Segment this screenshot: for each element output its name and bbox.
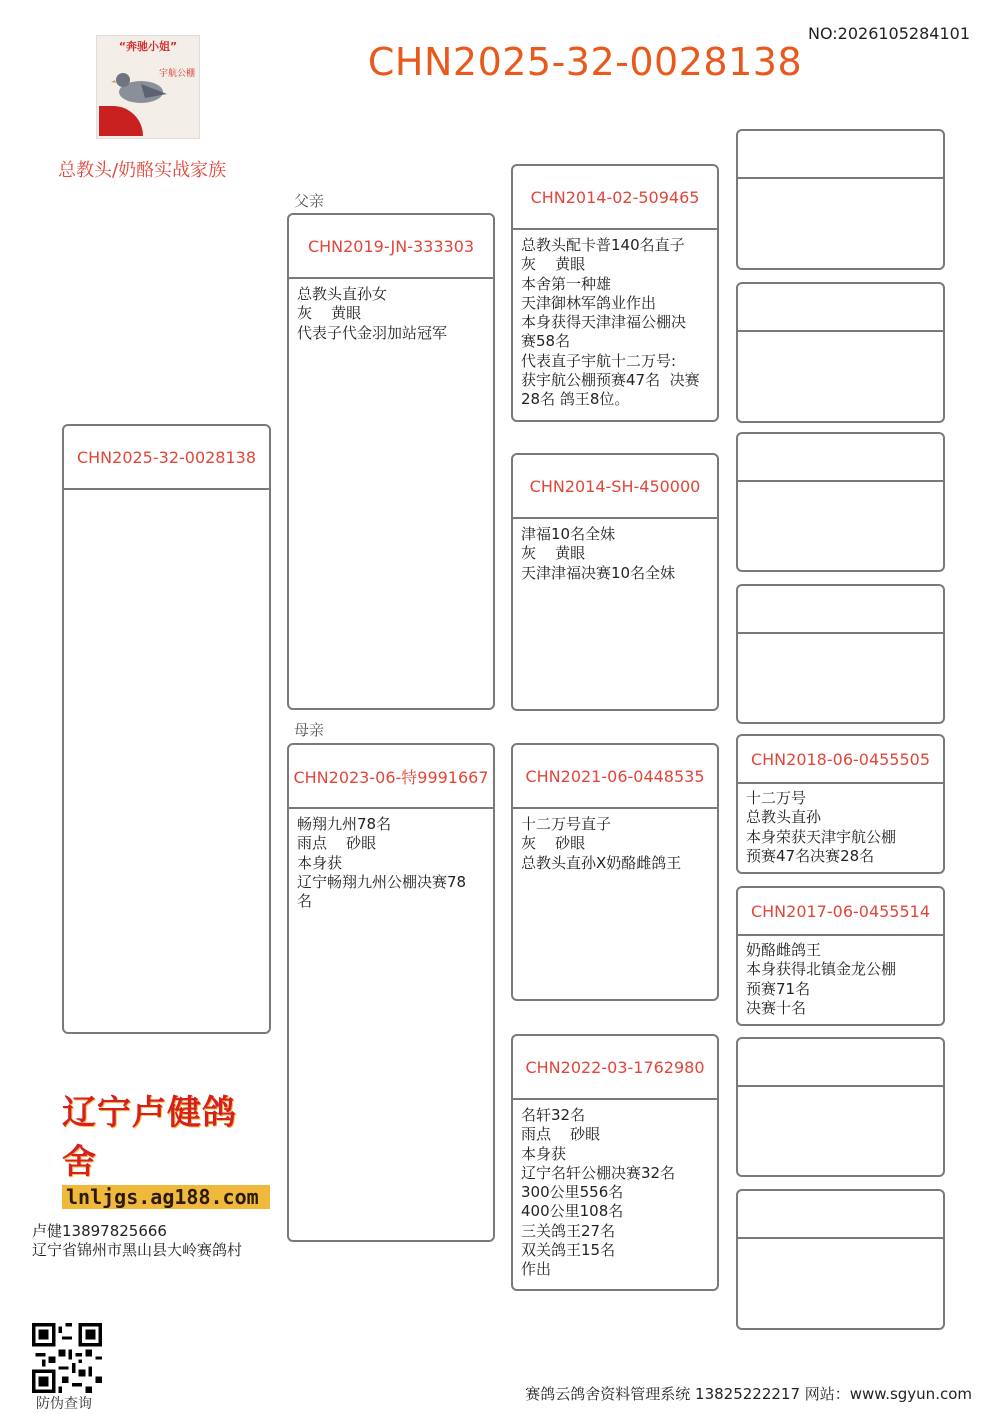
info-line: 总教头配卡普140名直子 xyxy=(521,236,685,254)
info-line: 名 xyxy=(297,892,313,911)
info-line: 雨点 砂眼 xyxy=(521,1125,601,1144)
loft-logo xyxy=(96,35,200,139)
mother-info xyxy=(289,809,493,917)
logo-red-shape xyxy=(99,106,143,136)
info-line: 获宇航公棚预赛47名 决赛 xyxy=(521,371,700,390)
mfm-info xyxy=(738,936,943,1024)
info-line: 代表直子宇航十二万号: xyxy=(521,351,677,370)
info-line: 辽宁畅翔九州公棚决赛78 xyxy=(297,872,467,891)
info-line: 双关鸽王15名 xyxy=(521,1241,616,1260)
logo-caption: “奔驰小姐” xyxy=(118,40,178,53)
info-line: 天津御林军鸽业作出 xyxy=(521,293,657,312)
mm-info xyxy=(513,1100,717,1286)
info-line: 本身获 xyxy=(521,1144,567,1163)
subject-ring: CHN2025-32-0028138 xyxy=(64,426,269,490)
empty-ring xyxy=(738,284,943,332)
mother-label: 母亲 xyxy=(294,721,325,739)
great-grandparent-card-7 xyxy=(736,1037,945,1177)
paternal-grandmother-card xyxy=(511,453,719,711)
info-line: 本身获得北镇金龙公棚 xyxy=(746,960,897,979)
info-line: 津福10名全妹 xyxy=(521,525,616,543)
banner-url: lnljgs.ag188.com xyxy=(62,1185,270,1209)
family-label: 总教头/奶酪实战家族 xyxy=(58,160,227,181)
great-grandparent-card-5 xyxy=(736,734,945,874)
mfm-ring: CHN2017-06-0455514 xyxy=(738,888,943,936)
info-line: 本身获 xyxy=(297,853,343,872)
father-card xyxy=(287,213,495,710)
contact-address: 辽宁省锦州市黑山县大岭赛鸽村 xyxy=(32,1241,243,1259)
great-grandparent-card-1 xyxy=(736,129,945,270)
empty-ring xyxy=(738,1039,943,1087)
info-line: 本身荣获天津宇航公棚 xyxy=(746,827,897,846)
mff-ring: CHN2018-06-0455505 xyxy=(738,736,943,784)
paternal-grandfather-card xyxy=(511,164,719,422)
mother-ring: CHN2023-06-特9991667 xyxy=(289,745,493,809)
info-line: 决赛十名 xyxy=(746,998,807,1017)
info-line: 400公里108名 xyxy=(521,1202,624,1221)
maternal-grandmother-card xyxy=(511,1034,719,1291)
info-line: 辽宁名轩公棚决赛32名 xyxy=(521,1163,676,1182)
info-line: 名轩32名 xyxy=(521,1106,586,1124)
mother-card xyxy=(287,743,495,1242)
mf-ring: CHN2021-06-0448535 xyxy=(513,745,717,809)
info-line: 灰 砂眼 xyxy=(521,834,586,853)
contact-block xyxy=(32,1222,242,1260)
father-label: 父亲 xyxy=(294,192,325,210)
empty-ring xyxy=(738,586,943,634)
ff-info xyxy=(513,230,717,416)
mff-info xyxy=(738,784,943,872)
info-line: 十二万号 xyxy=(746,789,807,807)
document-number: NO:2026105284101 xyxy=(807,24,970,43)
info-line: 奶酪雌鸽王 xyxy=(746,941,822,959)
father-info xyxy=(289,279,493,349)
great-grandparent-card-2 xyxy=(736,282,945,423)
main-ring-title: CHN2025-32-0028138 xyxy=(367,40,803,84)
father-ring: CHN2019-JN-333303 xyxy=(289,215,493,279)
info-line: 灰 黄眼 xyxy=(521,544,586,563)
info-line: 天津津福决赛10名全妹 xyxy=(521,563,676,582)
info-line: 总教头直孙X奶酪雌鸽王 xyxy=(521,853,682,872)
great-grandparent-card-8 xyxy=(736,1189,945,1330)
mm-ring: CHN2022-03-1762980 xyxy=(513,1036,717,1100)
info-line: 灰 黄眼 xyxy=(297,304,362,323)
contact-phone: 卢健13897825666 xyxy=(32,1222,167,1240)
subject-card xyxy=(62,424,271,1034)
info-line: 总教头直孙 xyxy=(746,808,822,827)
great-grandparent-card-4 xyxy=(736,584,945,724)
maternal-grandfather-card xyxy=(511,743,719,1001)
loft-banner xyxy=(62,1085,270,1209)
info-line: 代表子代金羽加站冠军 xyxy=(297,323,448,342)
info-line: 预赛47名决赛28名 xyxy=(746,846,875,865)
anti-fake-label: 防伪查询 xyxy=(36,1396,92,1412)
info-line: 28名 鸽王8位。 xyxy=(521,390,630,409)
info-line: 三关鸽王27名 xyxy=(521,1221,616,1240)
info-line: 预赛71名 xyxy=(746,979,811,998)
banner-loft-name: 辽宁卢健鸽舍 xyxy=(62,1093,237,1182)
info-line: 畅翔九州78名 xyxy=(297,815,392,833)
info-line: 作出 xyxy=(521,1260,552,1279)
info-line: 本舍第一种雄 xyxy=(521,274,612,293)
qr-code-icon[interactable] xyxy=(32,1323,102,1393)
great-grandparent-card-6 xyxy=(736,886,945,1026)
info-line: 赛58名 xyxy=(521,332,571,351)
great-grandparent-card-3 xyxy=(736,432,945,572)
info-line: 灰 黄眼 xyxy=(521,255,586,274)
info-line: 十二万号直子 xyxy=(521,815,612,833)
empty-ring xyxy=(738,131,943,179)
logo-sub-text: 宇航公棚 xyxy=(158,69,195,79)
info-line: 雨点 砂眼 xyxy=(297,834,377,853)
fm-ring: CHN2014-SH-450000 xyxy=(513,455,717,519)
mf-info xyxy=(513,809,717,879)
footer-text: 赛鸽云鸽舍资料管理系统 13825222217 网站：www.sgyun.com xyxy=(525,1385,972,1403)
ff-ring: CHN2014-02-509465 xyxy=(513,166,717,230)
fm-info xyxy=(513,519,717,589)
info-line: 总教头直孙女 xyxy=(297,285,388,303)
info-line: 本身获得天津津福公棚决 xyxy=(521,313,687,332)
empty-ring xyxy=(738,1191,943,1239)
info-line: 300公里556名 xyxy=(521,1183,624,1202)
empty-ring xyxy=(738,434,943,482)
